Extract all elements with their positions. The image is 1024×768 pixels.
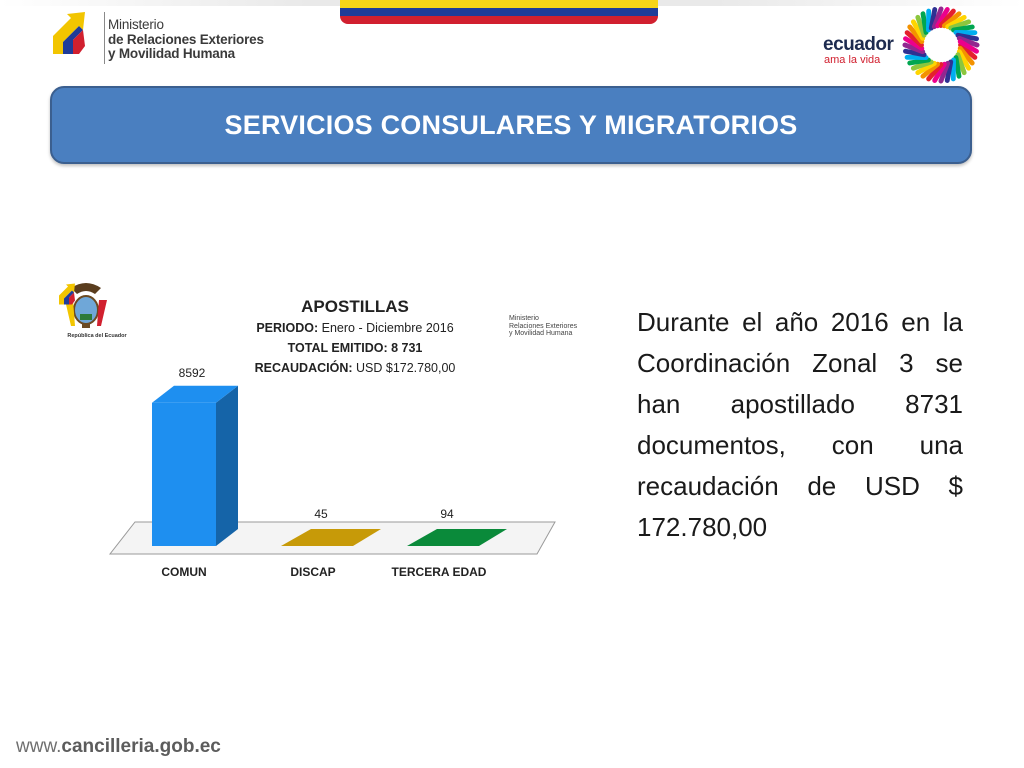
ecuador-ring-logo-icon xyxy=(902,6,980,84)
mini-ministry-line-3: y Movilidad Humana xyxy=(509,330,573,337)
ministry-line-3: y Movilidad Humana xyxy=(108,46,235,61)
chart-title: APOSTILLAS xyxy=(301,297,409,316)
apostillas-chart xyxy=(55,280,615,590)
ministry-logo-icon xyxy=(45,6,105,64)
footer-url[interactable] xyxy=(16,736,221,758)
chart-subtitle-period: PERIODO: Enero - Diciembre 2016 xyxy=(256,321,454,335)
flag-strip xyxy=(340,0,658,24)
description-text: Durante el año 2016 en la Coordinación Zonal 3 se han apostillado 8731 documentos, con una recaudación de USD $ 172.780,00 xyxy=(637,307,963,542)
page-title: SERVICIOS CONSULARES Y MIGRATORIOS xyxy=(224,109,798,140)
data-label-discap: 45 xyxy=(314,507,328,521)
bar-front-comun xyxy=(152,403,216,546)
title-banner xyxy=(50,86,972,164)
data-label-comun: 8592 xyxy=(178,365,206,380)
data-label-tercera-edad: 94 xyxy=(440,507,454,521)
ministry-separator xyxy=(104,12,105,64)
category-label-tercera-edad: TERCERA EDAD xyxy=(391,565,487,579)
mini-ministry-logo-icon xyxy=(55,280,85,310)
category-label-comun: COMUN xyxy=(161,565,207,579)
category-label-discap: DISCAP xyxy=(290,565,336,579)
ministry-line-2: de Relaciones Exteriores xyxy=(108,31,264,47)
chart-subtitle-total: TOTAL EMITIDO: 8 731 xyxy=(287,341,423,355)
brand-word: ecuador xyxy=(823,34,894,55)
footer-url-domain: cancilleria.gob.ec xyxy=(61,736,221,757)
chart-subtitle-revenue: RECAUDACIÓN: USD $172.780,00 xyxy=(254,361,456,375)
mini-ministry-line-2: Relaciones Exteriores xyxy=(509,322,578,330)
mini-ministry-name xyxy=(509,315,609,338)
footer-url-prefix: www. xyxy=(16,736,62,757)
ministry-line-1: Ministerio xyxy=(108,17,164,32)
brand-tagline: ama la vida xyxy=(824,54,881,66)
bar-side-comun xyxy=(216,386,238,546)
mini-ministry-line-1: Ministerio xyxy=(509,315,539,322)
ministry-name xyxy=(108,18,264,62)
crest-caption: República del Ecuador xyxy=(67,333,127,339)
